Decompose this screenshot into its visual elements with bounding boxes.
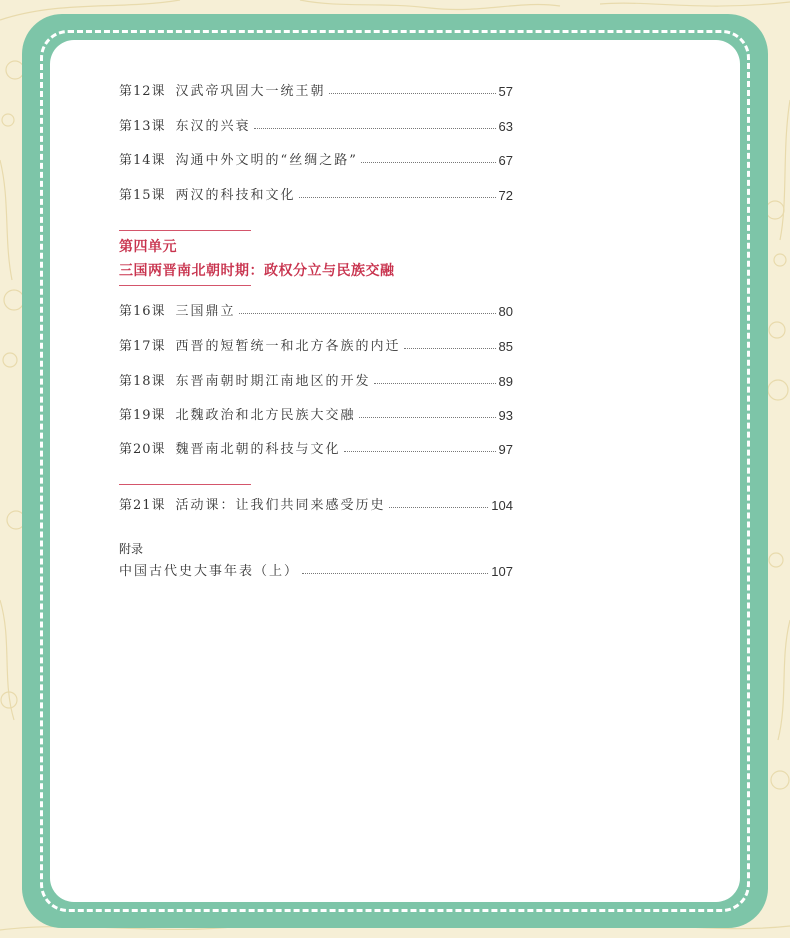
dot-leader bbox=[389, 507, 489, 508]
lesson-title: 魏晋南北朝的科技与文化 bbox=[175, 442, 341, 457]
dot-leader bbox=[299, 197, 496, 198]
unit-label[interactable]: 第四单元 bbox=[119, 239, 177, 255]
dot-leader bbox=[302, 573, 488, 574]
toc-entry-lesson-13[interactable] bbox=[119, 114, 513, 134]
page-number: 63 bbox=[498, 119, 513, 134]
toc-entry-lesson-20[interactable] bbox=[119, 437, 513, 457]
lesson-number: 第19课 bbox=[119, 408, 166, 423]
dot-leader bbox=[254, 128, 496, 129]
page-number: 93 bbox=[498, 408, 513, 423]
lesson-number: 第16课 bbox=[119, 304, 166, 319]
toc-entry-lesson-21[interactable] bbox=[119, 493, 513, 513]
lesson-title: 北魏政治和北方民族大交融 bbox=[175, 408, 356, 423]
unit-divider-bottom bbox=[119, 285, 251, 286]
unit-divider-top bbox=[119, 230, 251, 231]
page-number: 72 bbox=[498, 188, 513, 203]
toc-entry-lesson-19[interactable] bbox=[119, 403, 513, 423]
unit-title[interactable]: 三国两晋南北朝时期：政权分立与民族交融 bbox=[119, 263, 395, 279]
dot-leader bbox=[239, 313, 496, 314]
page-number: 67 bbox=[498, 153, 513, 168]
dot-leader bbox=[361, 162, 496, 163]
dot-leader bbox=[344, 451, 496, 452]
page-number: 97 bbox=[498, 442, 513, 457]
toc-entry-appendix[interactable] bbox=[119, 559, 513, 579]
lesson-title: 沟通中外文明的“丝绸之路” bbox=[175, 153, 358, 168]
dot-leader bbox=[329, 93, 496, 94]
toc-entry-lesson-17[interactable] bbox=[119, 334, 513, 354]
lesson-number: 第15课 bbox=[119, 188, 166, 203]
lesson-title: 两汉的科技和文化 bbox=[175, 188, 296, 203]
toc-entry-lesson-14[interactable] bbox=[119, 148, 513, 168]
page-number: 57 bbox=[498, 84, 513, 99]
dot-leader bbox=[374, 383, 496, 384]
toc-entry-lesson-12[interactable] bbox=[119, 79, 513, 99]
lesson-number: 第21课 bbox=[119, 498, 166, 513]
appendix-title: 中国古代史大事年表（上） bbox=[119, 564, 300, 579]
toc-entry-lesson-15[interactable] bbox=[119, 183, 513, 203]
lesson-title: 东汉的兴衰 bbox=[175, 119, 251, 134]
lesson-number: 第20课 bbox=[119, 442, 166, 457]
lesson-number: 第12课 bbox=[119, 84, 166, 99]
page-number: 107 bbox=[491, 564, 513, 579]
page-number: 89 bbox=[498, 374, 513, 389]
dot-leader bbox=[404, 348, 496, 349]
lesson-title: 活动课：让我们共同来感受历史 bbox=[175, 498, 386, 513]
toc-page bbox=[50, 40, 740, 902]
toc-entry-lesson-16[interactable] bbox=[119, 299, 513, 319]
lesson-title: 东晋南朝时期江南地区的开发 bbox=[175, 374, 371, 389]
appendix-label: 附录 bbox=[119, 542, 144, 556]
page-number: 85 bbox=[498, 339, 513, 354]
lesson-number: 第13课 bbox=[119, 119, 166, 134]
lesson-title: 汉武帝巩固大一统王朝 bbox=[175, 84, 326, 99]
lesson-number: 第14课 bbox=[119, 153, 166, 168]
dot-leader bbox=[359, 417, 496, 418]
activity-divider bbox=[119, 484, 251, 485]
lesson-number: 第17课 bbox=[119, 339, 166, 354]
toc-entry-lesson-18[interactable] bbox=[119, 369, 513, 389]
page-number: 104 bbox=[491, 498, 513, 513]
lesson-number: 第18课 bbox=[119, 374, 166, 389]
lesson-title: 三国鼎立 bbox=[175, 304, 236, 319]
lesson-title: 西晋的短暂统一和北方各族的内迁 bbox=[175, 339, 401, 354]
page-number: 80 bbox=[498, 304, 513, 319]
